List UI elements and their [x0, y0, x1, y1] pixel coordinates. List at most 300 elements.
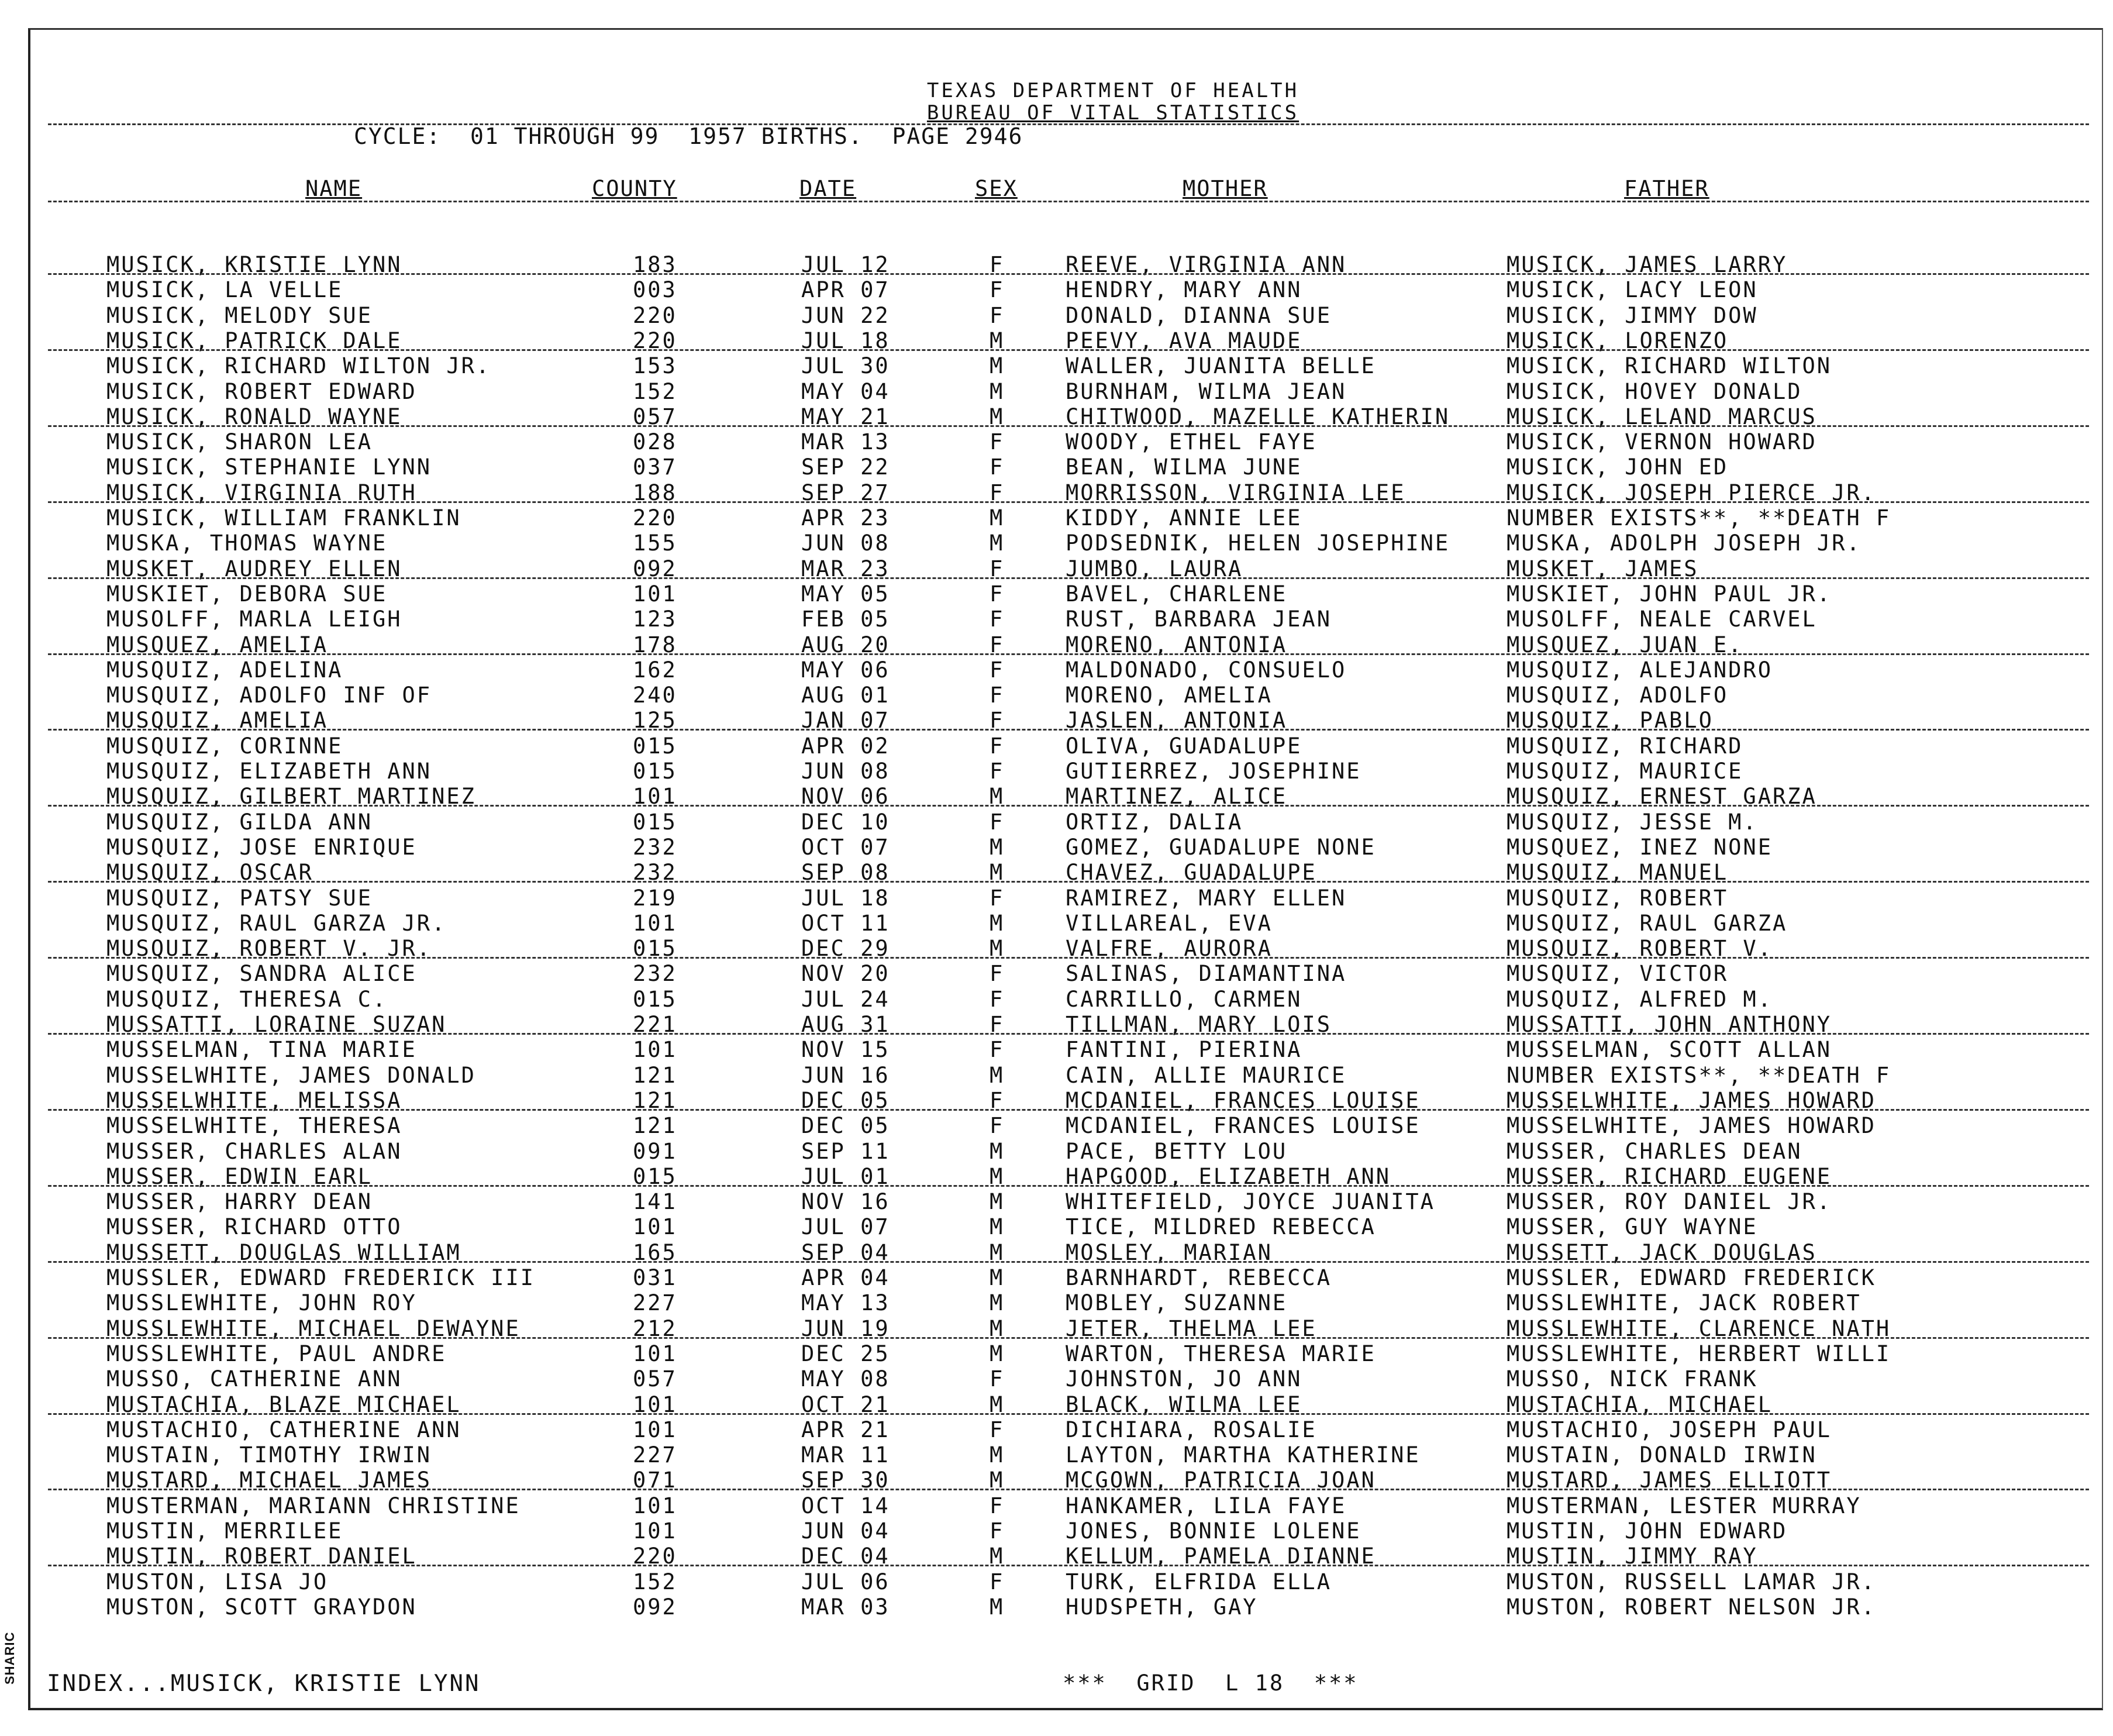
table-row: [30, 531, 2102, 556]
cell-father: MUSSO, NICK FRANK: [1507, 1366, 1758, 1392]
row-separator: [48, 425, 2089, 427]
cell-father: MUSQUIZ, ERNEST GARZA: [1507, 784, 1817, 810]
cell-father: MUSSELMAN, SCOTT ALLAN: [1507, 1037, 1832, 1063]
cell-mother: GUTIERREZ, JOSEPHINE: [1066, 759, 1361, 784]
cell-date: DEC 10: [801, 809, 890, 835]
cell-county: 101: [633, 1391, 677, 1417]
cell-sex: F: [990, 809, 1005, 835]
table-row: [30, 961, 2102, 986]
cell-date: MAY 21: [801, 404, 890, 429]
table-row: [30, 1265, 2102, 1290]
cell-name: MUSOLFF, MARLA LEIGH: [106, 607, 402, 632]
cell-mother: BARNHARDT, REBECCA: [1066, 1265, 1332, 1290]
cell-father: MUSICK, JAMES LARRY: [1507, 252, 1788, 277]
row-separator: [48, 501, 2089, 503]
cell-father: MUSQUEZ, INEZ NONE: [1507, 834, 1773, 860]
cell-date: JUL 06: [801, 1569, 890, 1594]
cell-name: MUSQUIZ, JOSE ENRIQUE: [106, 834, 417, 860]
cell-sex: M: [990, 936, 1005, 962]
cell-date: SEP 04: [801, 1239, 890, 1265]
cell-sex: F: [990, 961, 1005, 987]
cell-county: 125: [633, 708, 677, 733]
cell-father: MUSICK, JOHN ED: [1507, 454, 1729, 480]
table-row: [30, 1594, 2102, 1620]
cell-sex: M: [990, 1341, 1005, 1366]
table-row: [30, 987, 2102, 1012]
cell-mother: JETER, THELMA LEE: [1066, 1315, 1317, 1341]
cell-county: 212: [633, 1315, 677, 1341]
cell-date: SEP 27: [801, 480, 890, 505]
cell-mother: SALINAS, DIAMANTINA: [1066, 961, 1347, 987]
cell-sex: M: [990, 1138, 1005, 1164]
cell-sex: F: [990, 581, 1005, 607]
cell-sex: M: [990, 505, 1005, 531]
cell-date: JUN 22: [801, 302, 890, 328]
grid-footer: *** GRID L 18 ***: [1063, 1670, 1359, 1696]
cell-county: 220: [633, 1544, 677, 1569]
cell-county: 057: [633, 404, 677, 429]
cell-father: MUSQUIZ, ALFRED M.: [1507, 986, 1773, 1012]
cell-sex: F: [990, 252, 1005, 277]
cell-sex: M: [990, 1391, 1005, 1417]
table-row: [30, 1366, 2102, 1391]
cell-date: JUN 08: [801, 531, 890, 556]
column-header-date: DATE: [799, 176, 857, 201]
cell-sex: F: [990, 1366, 1005, 1392]
cell-mother: PODSEDNIK, HELEN JOSEPHINE: [1066, 531, 1450, 556]
cell-county: 153: [633, 353, 677, 379]
cell-date: APR 04: [801, 1265, 890, 1290]
cell-mother: BEAN, WILMA JUNE: [1066, 454, 1302, 480]
cell-father: MUSSLER, EDWARD FREDERICK: [1507, 1265, 1876, 1290]
cell-father: MUSQUIZ, ADOLFO: [1507, 683, 1729, 708]
cell-name: MUSTAIN, TIMOTHY IRWIN: [106, 1442, 432, 1468]
cell-mother: VALFRE, AURORA: [1066, 936, 1273, 962]
cell-date: SEP 22: [801, 454, 890, 480]
cell-county: 101: [633, 1518, 677, 1544]
cell-mother: HENDRY, MARY ANN: [1066, 277, 1302, 303]
cell-name: MUSQUIZ, RAUL GARZA JR.: [106, 910, 447, 936]
cell-county: 092: [633, 556, 677, 581]
cell-name: MUSQUIZ, SANDRA ALICE: [106, 961, 417, 987]
cell-name: MUSQUIZ, ELIZABETH ANN: [106, 759, 432, 784]
cell-mother: JUMBO, LAURA: [1066, 556, 1243, 581]
row-separator: [48, 729, 2089, 731]
cell-name: MUSSLEWHITE, JOHN ROY: [106, 1290, 417, 1316]
cell-county: 071: [633, 1468, 677, 1493]
cell-mother: REEVE, VIRGINIA ANN: [1066, 252, 1347, 277]
cell-sex: M: [990, 1315, 1005, 1341]
cell-sex: M: [990, 910, 1005, 936]
cell-date: APR 07: [801, 277, 890, 303]
table-row: [30, 1214, 2102, 1239]
table-row: [30, 1569, 2102, 1594]
table-row: [30, 1341, 2102, 1366]
cell-name: MUSQUIZ, THERESA C.: [106, 986, 388, 1012]
cell-mother: CAIN, ALLIE MAURICE: [1066, 1062, 1347, 1088]
cell-mother: MORENO, AMELIA: [1066, 683, 1273, 708]
cell-mother: HUDSPETH, GAY: [1066, 1594, 1258, 1620]
cell-sex: F: [990, 556, 1005, 581]
column-header-county: COUNTY: [592, 176, 677, 201]
cell-father: MUSQUIZ, ROBERT: [1507, 885, 1729, 911]
cell-county: 219: [633, 885, 677, 911]
cell-name: MUSICK, RONALD WAYNE: [106, 404, 402, 429]
table-row: [30, 683, 2102, 708]
cell-county: 101: [633, 1037, 677, 1063]
cell-sex: M: [990, 404, 1005, 429]
row-separator: [48, 805, 2089, 807]
cell-sex: M: [990, 1468, 1005, 1493]
cell-name: MUSSLEWHITE, PAUL ANDRE: [106, 1341, 447, 1366]
row-separator: [48, 349, 2089, 351]
cell-sex: F: [990, 1417, 1005, 1442]
cell-county: 155: [633, 531, 677, 556]
column-header-name: NAME: [305, 176, 363, 201]
cell-father: MUSQUIZ, MAURICE: [1507, 759, 1743, 784]
cell-father: MUSTON, RUSSELL LAMAR JR.: [1507, 1569, 1876, 1594]
cell-sex: M: [990, 1214, 1005, 1240]
cell-mother: MORRISSON, VIRGINIA LEE: [1066, 480, 1406, 505]
cell-date: DEC 29: [801, 936, 890, 962]
cell-county: 031: [633, 1265, 677, 1290]
cell-father: MUSSETT, JACK DOUGLAS: [1507, 1239, 1817, 1265]
cell-name: MUSSATTI, LORAINE SUZAN: [106, 1012, 447, 1037]
cell-mother: PEEVY, AVA MAUDE: [1066, 328, 1302, 353]
cell-county: 178: [633, 632, 677, 657]
cell-date: JUL 24: [801, 986, 890, 1012]
cell-name: MUSICK, PATRICK DALE: [106, 328, 402, 353]
cell-sex: F: [990, 733, 1005, 759]
cell-date: APR 02: [801, 733, 890, 759]
cell-county: 015: [633, 733, 677, 759]
cell-father: MUSICK, LACY LEON: [1507, 277, 1758, 303]
cell-sex: M: [990, 531, 1005, 556]
cell-mother: OLIVA, GUADALUPE: [1066, 733, 1302, 759]
row-separator: [48, 881, 2089, 883]
row-separator: [48, 1565, 2089, 1566]
cell-mother: MOBLEY, SUZANNE: [1066, 1290, 1288, 1316]
cell-sex: M: [990, 1062, 1005, 1088]
cell-name: MUSKA, THOMAS WAYNE: [106, 531, 388, 556]
cell-county: 037: [633, 454, 677, 480]
cell-date: JUL 01: [801, 1163, 890, 1189]
cell-name: MUSSO, CATHERINE ANN: [106, 1366, 402, 1392]
table-row: [30, 1417, 2102, 1442]
cell-mother: HANKAMER, LILA FAYE: [1066, 1493, 1347, 1518]
cell-mother: JASLEN, ANTONIA: [1066, 708, 1288, 733]
cell-father: MUSKA, ADOLPH JOSEPH JR.: [1507, 531, 1862, 556]
cell-father: MUSICK, VERNON HOWARD: [1507, 429, 1817, 455]
cell-father: MUSQUIZ, RICHARD: [1507, 733, 1743, 759]
cell-mother: MOSLEY, MARIAN: [1066, 1239, 1273, 1265]
cell-father: MUSQUIZ, RAUL GARZA: [1507, 910, 1788, 936]
cell-father: MUSICK, JIMMY DOW: [1507, 302, 1758, 328]
cell-mother: PACE, BETTY LOU: [1066, 1138, 1288, 1164]
table-row: [30, 353, 2102, 378]
cell-county: 101: [633, 1417, 677, 1442]
cell-sex: M: [990, 1163, 1005, 1189]
cell-date: AUG 01: [801, 683, 890, 708]
cell-date: OCT 07: [801, 834, 890, 860]
table-row: [30, 1442, 2102, 1468]
table-row: [30, 1063, 2102, 1088]
cell-county: 003: [633, 277, 677, 303]
column-header-father: FATHER: [1624, 176, 1709, 201]
cell-sex: M: [990, 860, 1005, 886]
cell-name: MUSQUIZ, GILBERT MARTINEZ: [106, 784, 476, 810]
cell-county: 162: [633, 657, 677, 683]
cell-father: MUSTIN, JOHN EDWARD: [1507, 1518, 1788, 1544]
cell-date: JUN 08: [801, 759, 890, 784]
cell-mother: TILLMAN, MARY LOIS: [1066, 1012, 1332, 1037]
cell-sex: M: [990, 1265, 1005, 1290]
cell-date: APR 21: [801, 1417, 890, 1442]
cell-sex: F: [990, 429, 1005, 455]
cell-sex: F: [990, 759, 1005, 784]
cell-sex: F: [990, 1012, 1005, 1037]
cell-mother: GOMEZ, GUADALUPE NONE: [1066, 834, 1376, 860]
table-row: [30, 1493, 2102, 1518]
row-separator: [48, 653, 2089, 655]
table-row: [30, 810, 2102, 835]
table-row: [30, 379, 2102, 404]
cell-mother: JOHNSTON, JO ANN: [1066, 1366, 1302, 1392]
cell-mother: VILLAREAL, EVA: [1066, 910, 1273, 936]
cell-sex: F: [990, 986, 1005, 1012]
cell-name: MUSTACHIA, BLAZE MICHAEL: [106, 1391, 461, 1417]
cell-sex: M: [990, 328, 1005, 353]
cell-father: MUSSER, GUY WAYNE: [1507, 1214, 1758, 1240]
cell-name: MUSQUIZ, CORINNE: [106, 733, 343, 759]
table-row: [30, 1290, 2102, 1315]
table-row: [30, 454, 2102, 480]
cell-name: MUSSER, HARRY DEAN: [106, 1189, 373, 1215]
cell-name: MUSQUEZ, AMELIA: [106, 632, 329, 657]
cell-county: 220: [633, 302, 677, 328]
cell-date: JUL 07: [801, 1214, 890, 1240]
cell-county: 240: [633, 683, 677, 708]
cell-mother: JONES, BONNIE LOLENE: [1066, 1518, 1361, 1544]
cell-date: MAR 23: [801, 556, 890, 581]
cell-date: NOV 15: [801, 1037, 890, 1063]
cell-county: 183: [633, 252, 677, 277]
table-row: [30, 429, 2102, 454]
cell-father: MUSSER, ROY DANIEL JR.: [1507, 1189, 1832, 1215]
cell-date: DEC 05: [801, 1087, 890, 1113]
cell-mother: MARTINEZ, ALICE: [1066, 784, 1288, 810]
cell-date: DEC 04: [801, 1544, 890, 1569]
cell-county: 165: [633, 1239, 677, 1265]
cycle-line: CYCLE: 01 THROUGH 99 1957 BIRTHS. PAGE 2946: [354, 123, 1023, 149]
cell-mother: KIDDY, ANNIE LEE: [1066, 505, 1302, 531]
cell-name: MUSSER, CHARLES ALAN: [106, 1138, 402, 1164]
cell-name: MUSSER, EDWIN EARL: [106, 1163, 373, 1189]
cell-name: MUSSLEWHITE, MICHAEL DEWAYNE: [106, 1315, 521, 1341]
cell-mother: MCDANIEL, FRANCES LOUISE: [1066, 1113, 1421, 1139]
row-separator: [48, 1337, 2089, 1339]
cell-date: SEP 30: [801, 1468, 890, 1493]
cell-date: JUL 12: [801, 252, 890, 277]
table-row: [30, 581, 2102, 607]
cell-county: 227: [633, 1442, 677, 1468]
table-row: [30, 303, 2102, 328]
cell-name: MUSQUIZ, AMELIA: [106, 708, 329, 733]
cell-father: MUSSER, CHARLES DEAN: [1507, 1138, 1802, 1164]
cell-sex: M: [990, 353, 1005, 379]
cell-mother: MCDANIEL, FRANCES LOUISE: [1066, 1087, 1421, 1113]
side-stamp: SHARIC: [2, 1631, 17, 1685]
table-row: [30, 1037, 2102, 1062]
cell-mother: TURK, ELFRIDA ELLA: [1066, 1569, 1332, 1594]
table-row: [30, 1518, 2102, 1544]
cell-sex: F: [990, 885, 1005, 911]
cell-father: MUSTON, ROBERT NELSON JR.: [1507, 1594, 1876, 1620]
cell-father: MUSSLEWHITE, HERBERT WILLI: [1507, 1341, 1891, 1366]
cell-name: MUSSELWHITE, MELISSA: [106, 1087, 402, 1113]
cell-mother: WOODY, ETHEL FAYE: [1066, 429, 1317, 455]
row-separator: [48, 1261, 2089, 1263]
cell-father: MUSQUEZ, JUAN E.: [1507, 632, 1743, 657]
cell-county: 232: [633, 961, 677, 987]
cell-date: AUG 31: [801, 1012, 890, 1037]
cell-date: MAR 11: [801, 1442, 890, 1468]
table-row: [30, 607, 2102, 632]
cell-mother: RAMIREZ, MARY ELLEN: [1066, 885, 1347, 911]
row-separator: [48, 1489, 2089, 1490]
cell-county: 232: [633, 860, 677, 886]
cell-date: JUN 04: [801, 1518, 890, 1544]
cell-county: 101: [633, 581, 677, 607]
cell-county: 152: [633, 1569, 677, 1594]
cell-name: MUSICK, VIRGINIA RUTH: [106, 480, 417, 505]
cell-mother: DONALD, DIANNA SUE: [1066, 302, 1332, 328]
cell-mother: WHITEFIELD, JOYCE JUANITA: [1066, 1189, 1435, 1215]
cell-date: JUN 19: [801, 1315, 890, 1341]
cell-date: DEC 05: [801, 1113, 890, 1139]
cell-name: MUSSLER, EDWARD FREDERICK III: [106, 1265, 536, 1290]
cell-county: 121: [633, 1113, 677, 1139]
cell-mother: MALDONADO, CONSUELO: [1066, 657, 1347, 683]
cell-name: MUSQUIZ, ROBERT V. JR.: [106, 936, 432, 962]
cell-county: 101: [633, 1214, 677, 1240]
cell-county: 232: [633, 834, 677, 860]
cell-father: MUSQUIZ, ALEJANDRO: [1507, 657, 1773, 683]
cell-sex: F: [990, 1569, 1005, 1594]
cell-father: MUSSER, RICHARD EUGENE: [1507, 1163, 1832, 1189]
cell-name: MUSICK, MELODY SUE: [106, 302, 373, 328]
table-row: [30, 733, 2102, 759]
cell-name: MUSKIET, DEBORA SUE: [106, 581, 388, 607]
cell-mother: DICHIARA, ROSALIE: [1066, 1417, 1317, 1442]
cell-sex: F: [990, 1518, 1005, 1544]
cell-sex: F: [990, 683, 1005, 708]
cell-sex: M: [990, 378, 1005, 404]
cell-name: MUSQUIZ, OSCAR: [106, 860, 313, 886]
cell-father: MUSICK, HOVEY DONALD: [1507, 378, 1802, 404]
cell-county: 152: [633, 378, 677, 404]
cell-date: MAY 08: [801, 1366, 890, 1392]
cell-sex: F: [990, 1493, 1005, 1518]
cell-county: 221: [633, 1012, 677, 1037]
cell-date: FEB 05: [801, 607, 890, 632]
cell-date: OCT 21: [801, 1391, 890, 1417]
cell-father: MUSKET, JAMES: [1507, 556, 1699, 581]
cell-county: 015: [633, 986, 677, 1012]
cell-father: MUSICK, LELAND MARCUS: [1507, 404, 1817, 429]
cell-name: MUSKET, AUDREY ELLEN: [106, 556, 402, 581]
cell-name: MUSSELWHITE, JAMES DONALD: [106, 1062, 476, 1088]
cell-father: MUSQUIZ, VICTOR: [1507, 961, 1729, 987]
cell-date: JUL 30: [801, 353, 890, 379]
cell-name: MUSICK, SHARON LEA: [106, 429, 373, 455]
cell-mother: CARRILLO, CARMEN: [1066, 986, 1302, 1012]
index-footer: INDEX...MUSICK, KRISTIE LYNN: [47, 1670, 481, 1697]
cell-mother: CHAVEZ, GUADALUPE: [1066, 860, 1317, 886]
cell-date: MAY 05: [801, 581, 890, 607]
cell-father: MUSTAIN, DONALD IRWIN: [1507, 1442, 1817, 1468]
column-header-sex: SEX: [975, 176, 1018, 201]
cell-date: JUN 16: [801, 1062, 890, 1088]
cell-name: MUSTIN, MERRILEE: [106, 1518, 343, 1544]
cell-mother: BAVEL, CHARLENE: [1066, 581, 1288, 607]
cell-date: OCT 14: [801, 1493, 890, 1518]
cell-father: MUSSELWHITE, JAMES HOWARD: [1507, 1113, 1876, 1139]
document-frame: [28, 28, 2103, 1710]
cell-sex: M: [990, 784, 1005, 810]
cell-mother: LAYTON, MARTHA KATHERINE: [1066, 1442, 1421, 1468]
cell-sex: M: [990, 1594, 1005, 1620]
cell-name: MUSTERMAN, MARIANN CHRISTINE: [106, 1493, 521, 1518]
cell-father: NUMBER EXISTS**, **DEATH F: [1507, 505, 1891, 531]
table-row: [30, 277, 2102, 302]
cell-name: MUSQUIZ, ADELINA: [106, 657, 343, 683]
cell-father: NUMBER EXISTS**, **DEATH F: [1507, 1062, 1891, 1088]
cell-mother: TICE, MILDRED REBECCA: [1066, 1214, 1376, 1240]
cell-father: MUSTACHIA, MICHAEL: [1507, 1391, 1773, 1417]
cell-date: OCT 11: [801, 910, 890, 936]
cell-sex: F: [990, 480, 1005, 505]
column-header-mother: MOTHER: [1183, 176, 1268, 201]
cell-county: 101: [633, 1493, 677, 1518]
cell-name: MUSTIN, ROBERT DANIEL: [106, 1544, 417, 1569]
cell-county: 220: [633, 505, 677, 531]
cell-date: JUL 18: [801, 885, 890, 911]
cell-sex: M: [990, 1442, 1005, 1468]
row-separator: [48, 1033, 2089, 1035]
cell-name: MUSTACHIO, CATHERINE ANN: [106, 1417, 461, 1442]
cell-father: MUSQUIZ, ROBERT V.: [1507, 936, 1773, 962]
cell-father: MUSQUIZ, PABLO: [1507, 708, 1714, 733]
cell-county: 188: [633, 480, 677, 505]
cell-sex: M: [990, 1290, 1005, 1316]
cell-mother: BLACK, WILMA LEE: [1066, 1391, 1302, 1417]
cell-county: 101: [633, 910, 677, 936]
cell-name: MUSTARD, MICHAEL JAMES: [106, 1468, 432, 1493]
cell-county: 015: [633, 809, 677, 835]
cell-father: MUSSLEWHITE, JACK ROBERT: [1507, 1290, 1862, 1316]
cell-county: 141: [633, 1189, 677, 1215]
cell-county: 121: [633, 1087, 677, 1113]
cell-mother: CHITWOOD, MAZELLE KATHERIN: [1066, 404, 1450, 429]
cell-sex: F: [990, 1037, 1005, 1063]
cell-father: MUSSATTI, JOHN ANTHONY: [1507, 1012, 1832, 1037]
cell-county: 123: [633, 607, 677, 632]
cell-name: MUSTON, LISA JO: [106, 1569, 329, 1594]
cell-name: MUSQUIZ, ADOLFO INF OF: [106, 683, 432, 708]
row-separator: [48, 1185, 2089, 1187]
table-row: [30, 835, 2102, 860]
